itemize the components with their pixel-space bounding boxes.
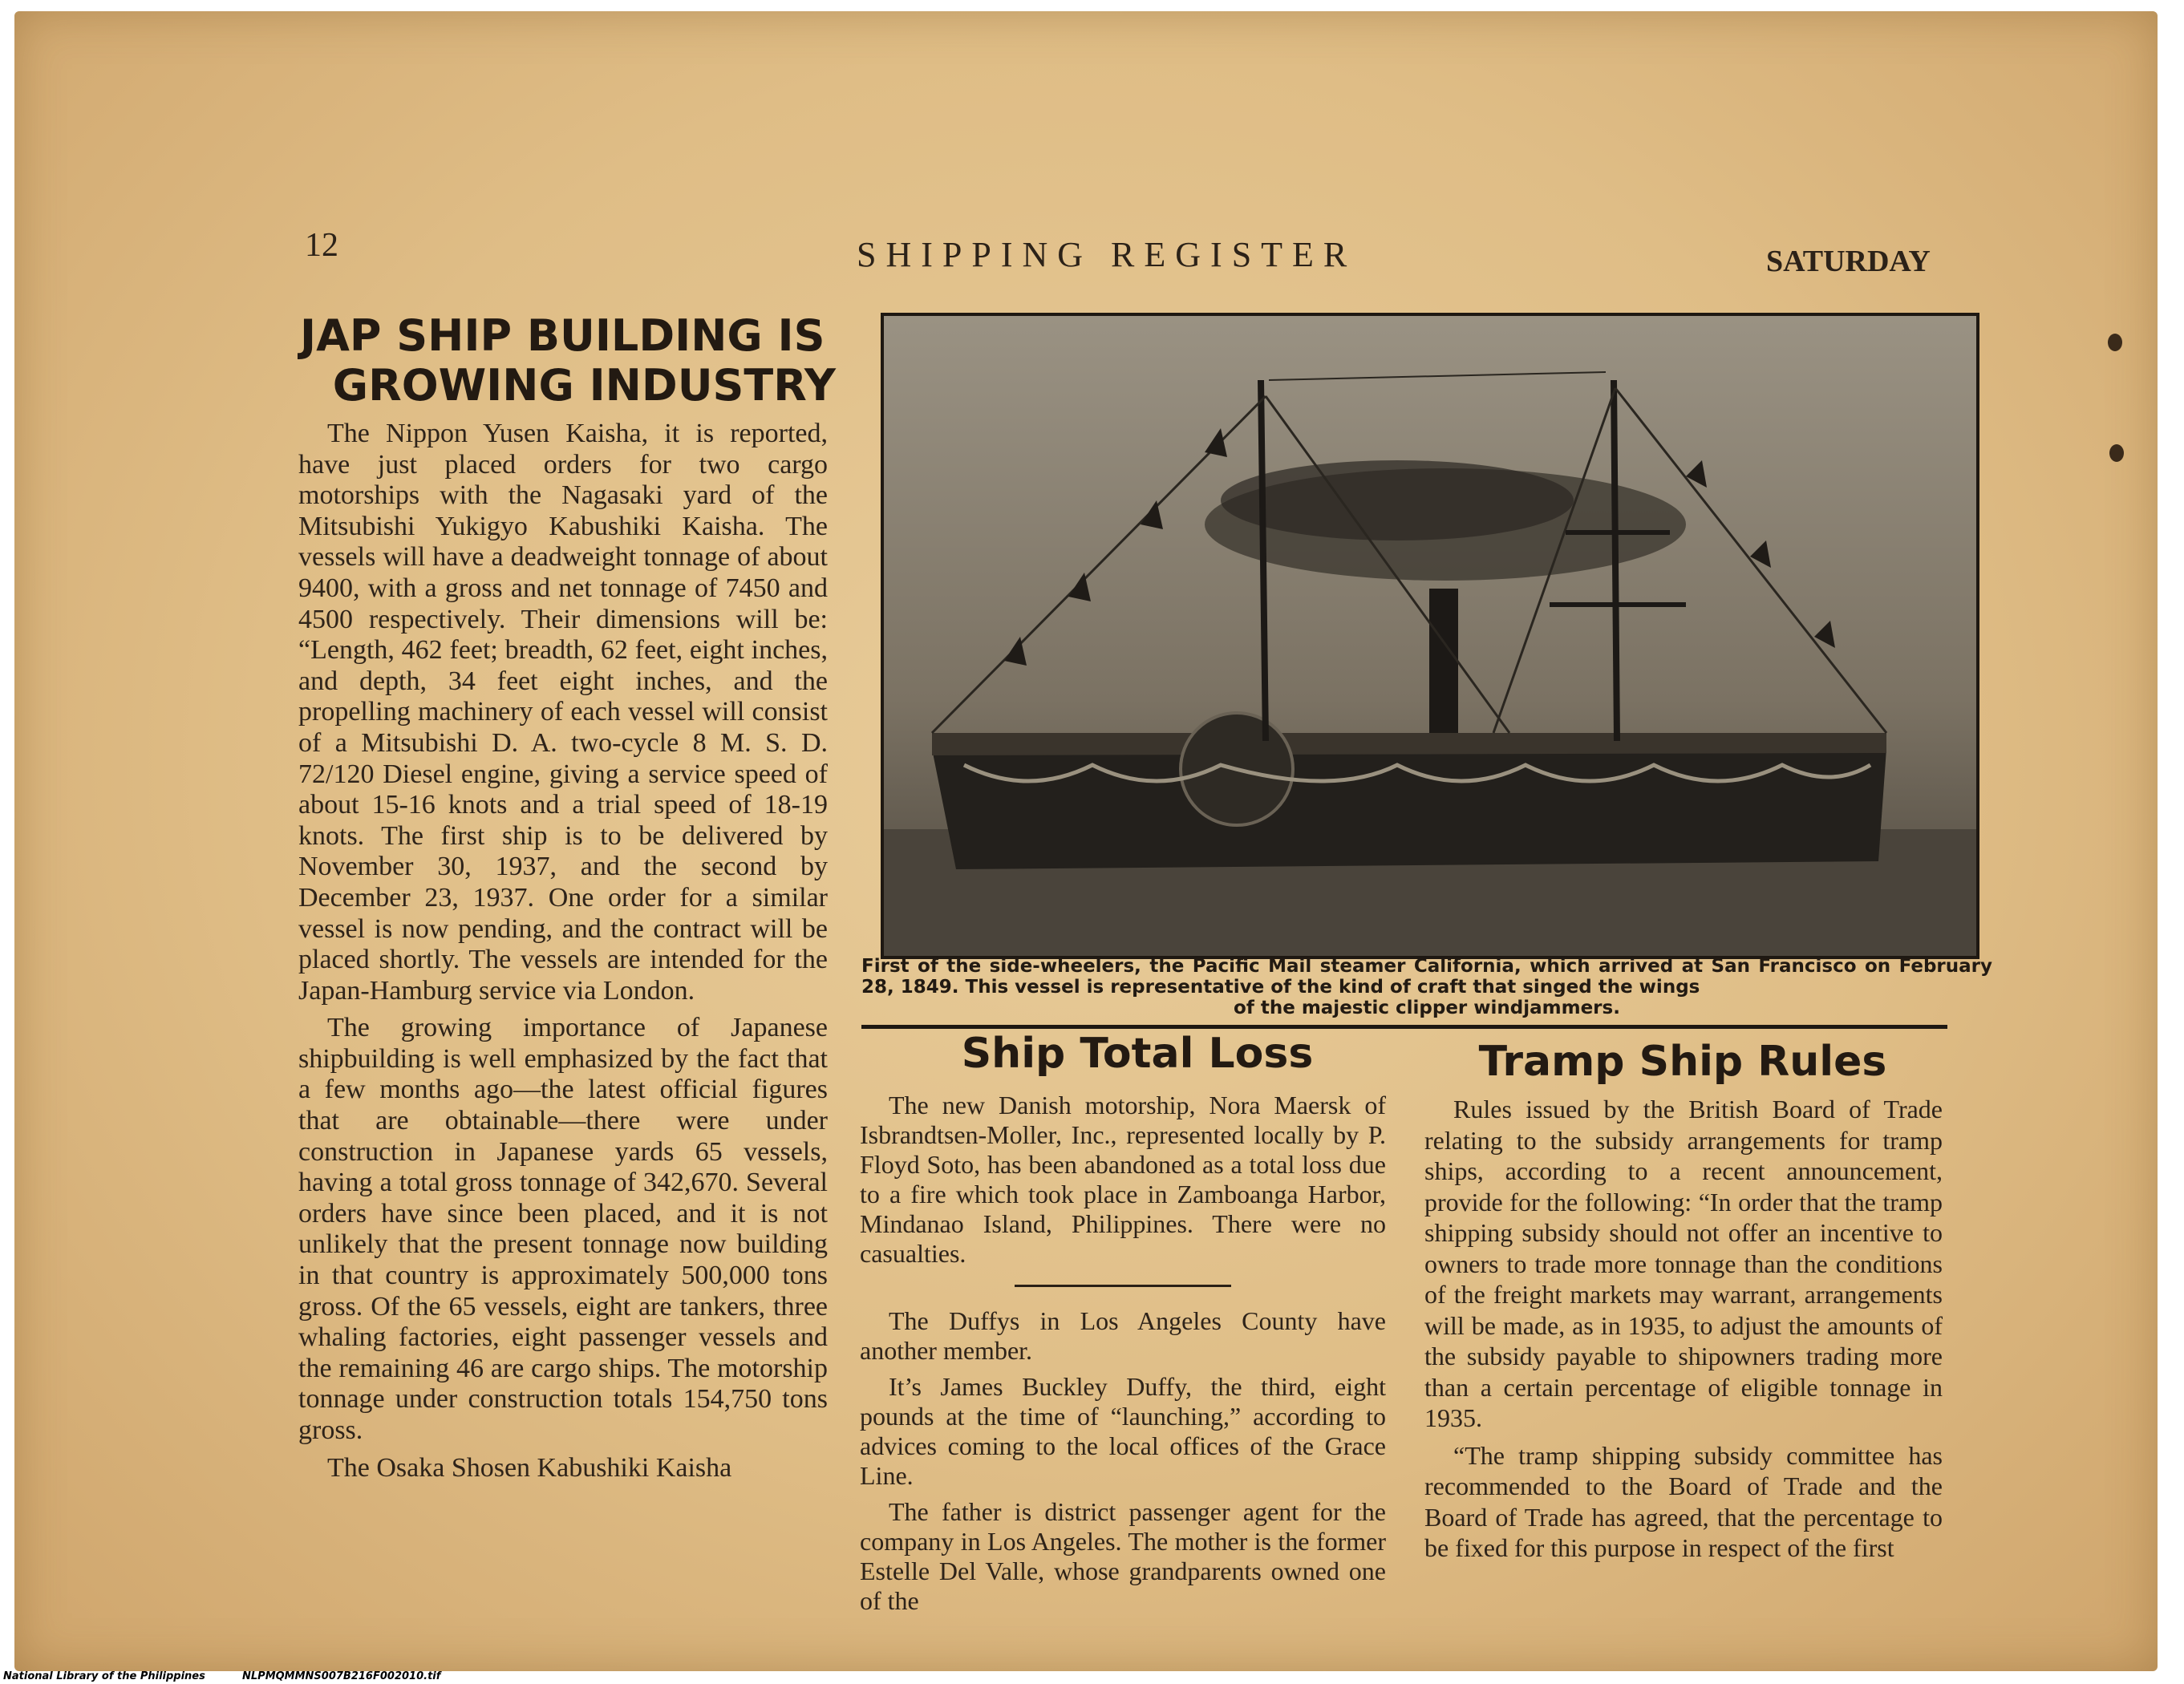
article4-paragraph: Rules issued by the British Board of Trade relating to the subsidy arrangements for tramp ships, according to a recent announcement, provide for the following: “In order that the tramp shipping subsidy should not offer an incentive to owners to trade more tonnage than the conditions of the freight markets may warrant, arrangements will be made, as in 1935, to adjust the amounts of the subsidy payable to shipowners trading more than a certain percentage of eligible tonnage in 1935. (1424, 1095, 1943, 1432)
binding-hole (2108, 334, 2122, 351)
library-credit: National Library of the Philippines (3, 1670, 205, 1682)
article4-paragraph: “The tramp shipping subsidy committee has recommended to the Board of Trade and the Board of Trade has agreed, that the percentage to be fixed for this purpose in respect of the first (1424, 1440, 1943, 1562)
masthead: SHIPPING REGISTER (857, 235, 1357, 274)
page-number: 12 (305, 227, 338, 264)
section-divider (861, 1025, 1947, 1029)
article3-paragraph: It’s James Buckley Duffy, the third, eight pounds at the time of “launching,” according to advices coming to the local offices of the Grace Line. (860, 1372, 1386, 1490)
article2-paragraph: The new Danish motorship, Nora Maersk of Isbrandtsen-Moller, Inc., represented locally by P. Floyd Soto, has been abandoned as a total loss due to a fire which took place in Zamboanga Harbor, Mindanao Island, Philippines. There were no casualties. (860, 1091, 1386, 1268)
article4-body (1424, 1094, 1943, 1570)
article1-headline (300, 311, 836, 411)
middle-column (860, 1091, 1386, 1622)
article3-paragraph: The Duffys in Los Angeles County have another member. (860, 1306, 1386, 1365)
article1-body (298, 419, 828, 1490)
newspaper-page (14, 11, 2158, 1671)
article2-headline: Ship Total Loss (961, 1030, 1314, 1078)
article1-paragraph: The Osaka Shosen Kabushiki Kaisha (327, 1452, 732, 1483)
article4-headline: Tramp Ship Rules (1478, 1038, 1887, 1086)
article1-paragraph: The Nippon Yusen Kaisha, it is reported, have just placed orders for two cargo motorships with the Nagasaki yard of the Mitsubishi Yukigyo Kabushiki Kaisha. The vessels will have a deadweight tonnage of about 9400, with a gross and net tonnage of 7450 and 4500 respectively. Their dimensions will be: “Length, 462 feet; breadth, 62 feet, eight inches, and depth, 34 feet eight inches, and the propelling machinery of each vessel will consist of a Mitsubishi D. A. two-cycle 8 M. S. D. 72/120 Diesel engine, giving a service speed of about 15-16 knots and a trial speed of 18-19 knots. The first ship is to be delivered by November 30, 1937, and the second by December 23, 1937. One order for a similar vessel is now pending, and the contract will be placed shortly. The vessels are intended for the Japan-Hamburg service via London. (298, 419, 828, 1006)
article-divider (1015, 1285, 1231, 1287)
steamer-illustration (884, 316, 1976, 956)
photo-caption-last: of the majestic clipper windjammers. (1234, 998, 1620, 1018)
binding-hole (2109, 444, 2124, 462)
article3-paragraph: The father is district passenger agent for the company in Los Angeles. The mother is the former Estelle Del Valle, whose grandparents owned one of the (860, 1497, 1386, 1615)
steamer-photo (881, 313, 1979, 959)
header-day: SATURDAY (1766, 245, 1931, 278)
photo-caption-main: First of the side-wheelers, the Pacific Mail steamer California, which arrived at San Francisco on February 28, 1849. This vessel is representative of the kind of craft that singed the wings (861, 956, 1992, 998)
scan-filename: NLPMQMMNS007B216F002010.tif (242, 1670, 441, 1682)
article1-headline-line2: GROWING INDUSTRY (332, 360, 836, 411)
photo-caption (861, 956, 1992, 1018)
article1-paragraph: The growing importance of Japanese shipbuilding is well emphasized by the fact that a few months ago—the latest official figures that are obtainable—there were under construction in Japanese yards 65 vessels, having a total gross tonnage of 342,670. Several orders have since been placed, and it is not unlikely that the present tonnage now building in that country is approximately 500,000 tons gross. Of the 65 vessels, eight are tankers, three whaling factories, eight passenger vessels and the remaining 46 are cargo ships. The motorship tonnage under construction totals 154,750 tons gross. (298, 1013, 828, 1445)
article1-headline-line1: JAP SHIP BUILDING IS (300, 310, 825, 361)
